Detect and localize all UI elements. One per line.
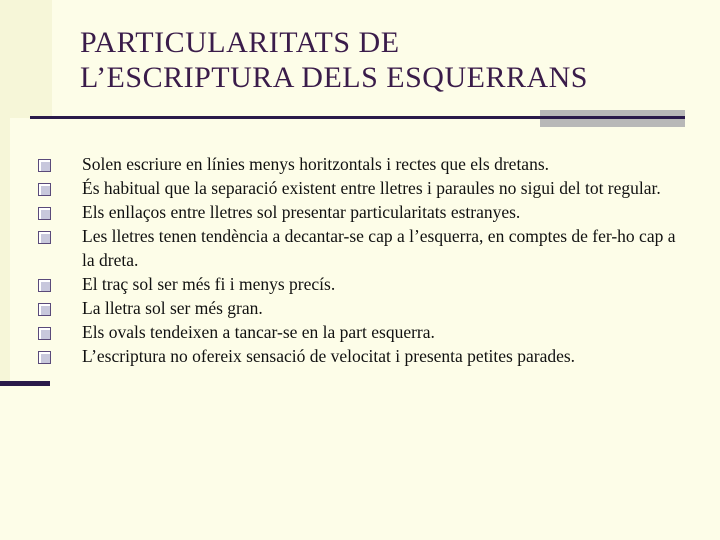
left-decor-bar xyxy=(0,0,52,118)
list-item xyxy=(38,344,688,368)
title-divider xyxy=(30,116,685,119)
square-bullet-icon xyxy=(38,279,51,292)
square-bullet-icon xyxy=(38,327,51,340)
square-bullet-icon xyxy=(38,183,51,196)
list-item xyxy=(38,152,688,176)
list-item xyxy=(38,272,688,296)
square-bullet-icon xyxy=(38,303,51,316)
bullet-text: Els ovals tendeixen a tancar-se en la part esquerra. xyxy=(82,322,435,342)
bullet-list xyxy=(38,152,688,368)
square-bullet-icon xyxy=(38,207,51,220)
square-bullet-icon xyxy=(38,159,51,172)
square-bullet-icon xyxy=(38,231,51,244)
bullet-text: La lletra sol ser més gran. xyxy=(82,298,263,318)
bullet-text: Els enllaços entre lletres sol presentar particularitats estranyes. xyxy=(82,202,521,222)
list-item xyxy=(38,296,688,320)
bullet-text: És habitual que la separació existent entre lletres i paraules no sigui del tot regular. xyxy=(82,178,661,198)
slide-title xyxy=(80,25,700,95)
bullet-text: Les lletres tenen tendència a decantar-se cap a l’esquerra, en comptes de fer-ho cap a la dreta. xyxy=(82,226,676,270)
bullet-text: El traç sol ser més fi i menys precís. xyxy=(82,274,336,294)
list-item xyxy=(38,176,688,200)
title-line-1: PARTICULARITATS DE xyxy=(80,26,400,59)
title-line-2: L’ESCRIPTURA DELS ESQUERRANS xyxy=(80,61,588,94)
left-decor-bar-lower xyxy=(0,118,10,383)
list-item xyxy=(38,224,688,272)
bullet-text: L’escriptura no ofereix sensació de velocitat i presenta petites parades. xyxy=(82,346,576,366)
list-item xyxy=(38,320,688,344)
bullet-text: Solen escriure en línies menys horitzontals i rectes que els dretans. xyxy=(82,154,550,174)
square-bullet-icon xyxy=(38,351,51,364)
list-item xyxy=(38,200,688,224)
left-accent-line xyxy=(0,381,50,386)
